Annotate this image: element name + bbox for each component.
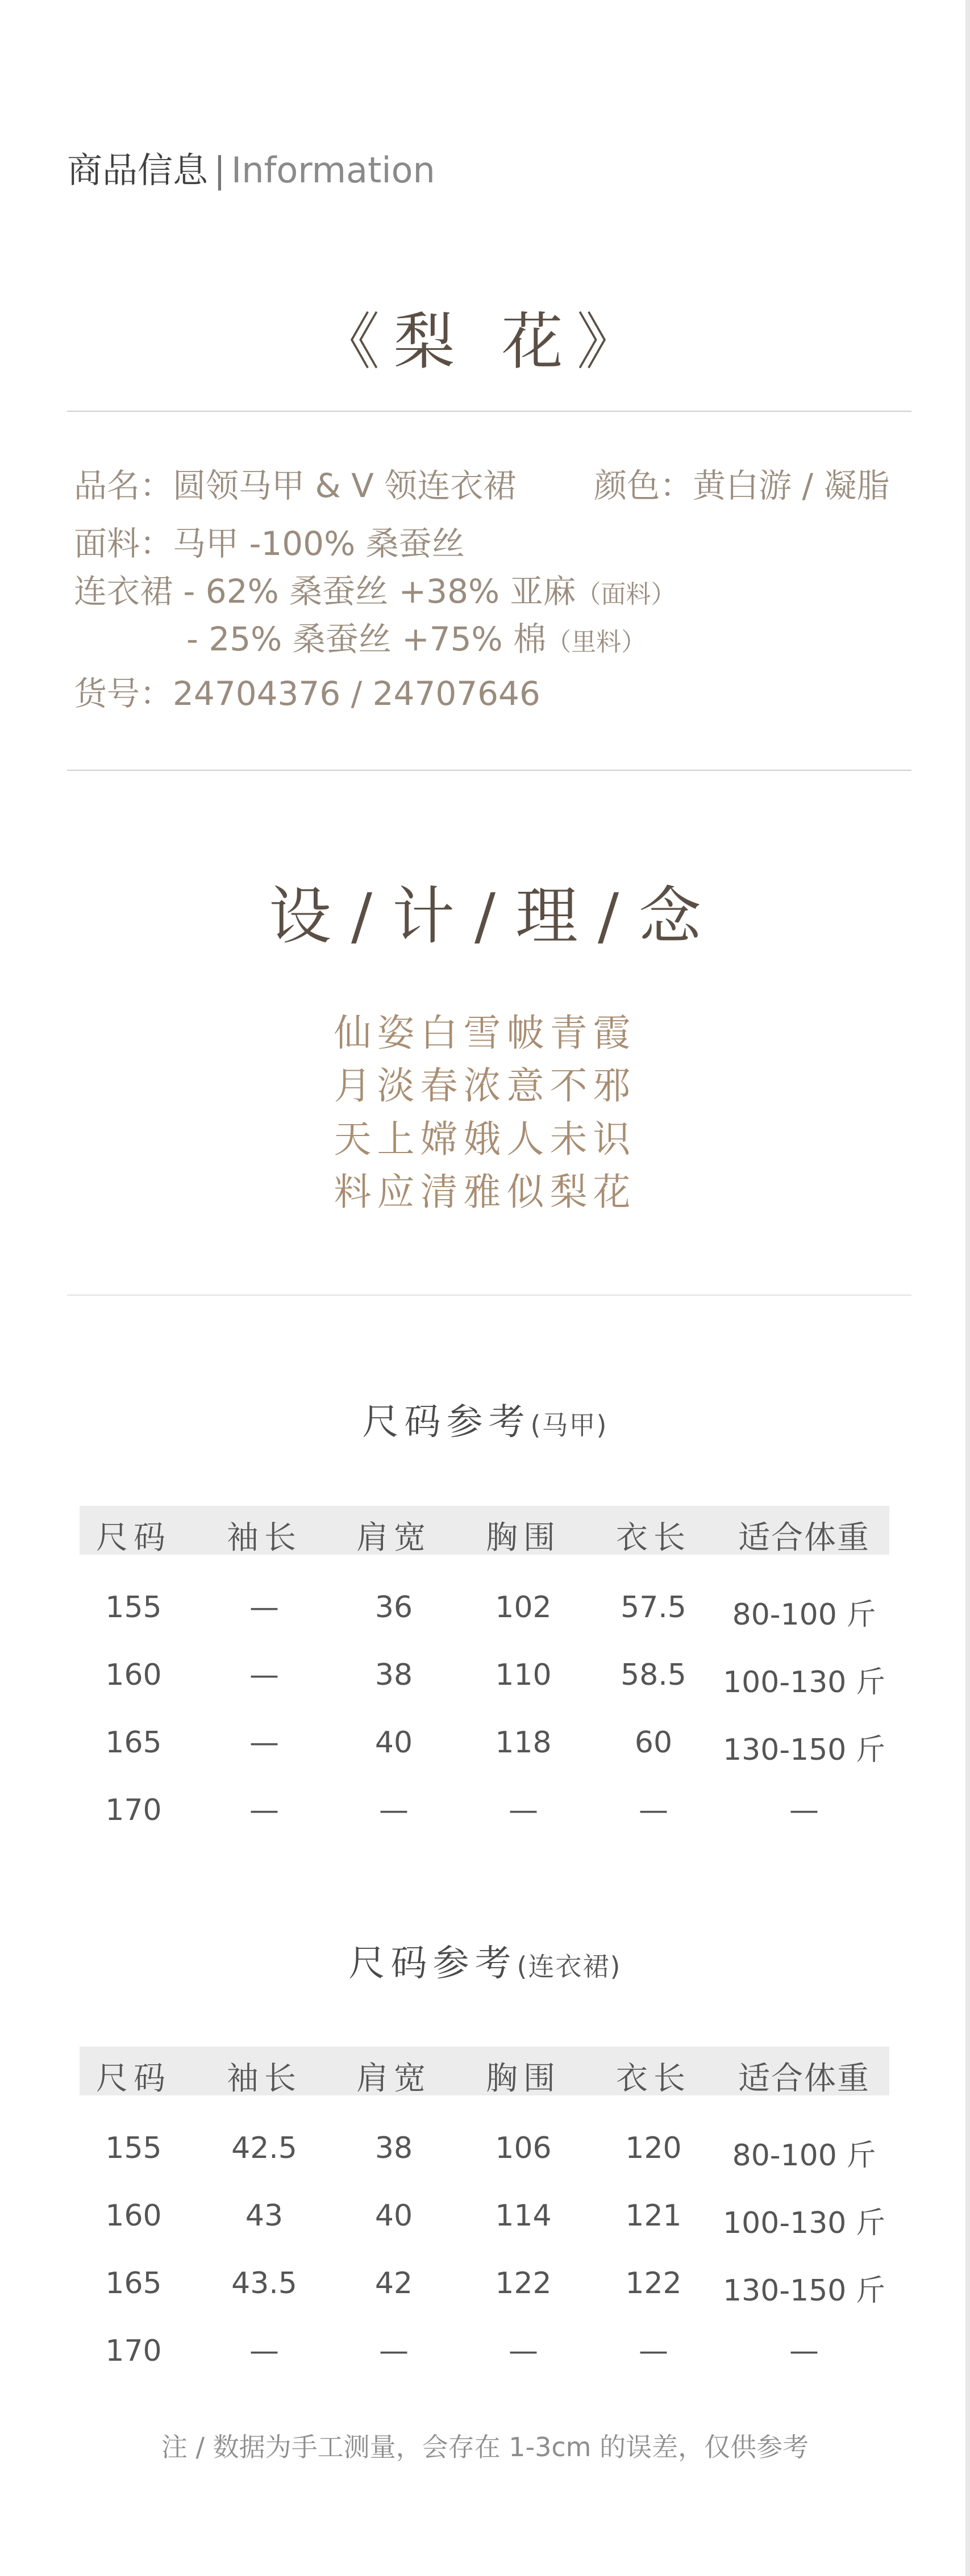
color-value: 黄白游 / 凝脂 [693, 466, 890, 505]
header-cell: 袖长 [227, 2060, 302, 2097]
dress-line1-note: （面料） [576, 580, 676, 609]
table-cell: — [639, 1793, 668, 1827]
table-cell: 40 [374, 1726, 413, 1760]
header-cell: 肩宽 [356, 1519, 431, 1556]
table-cell: 165 [105, 2266, 162, 2301]
info-line-name [74, 466, 890, 505]
table-cell: — [379, 1793, 409, 1827]
header-cell: 适合体重 [738, 1519, 870, 1556]
divider [67, 1295, 911, 1296]
name-label: 品名： [74, 466, 173, 505]
table-cell: 130-150 斤 [723, 2274, 885, 2308]
vest-title-text: 尺码参考 [362, 1401, 531, 1443]
table-cell: 100-130 斤 [723, 2206, 885, 2240]
measurement-note: 注 / 数据为手工测量，会存在 1-3cm 的误差，仅供参考 [161, 2432, 809, 2462]
table-cell: 42.5 [231, 2131, 297, 2165]
table-cell: — [379, 2334, 409, 2368]
product-title: 《梨 花》 [318, 307, 652, 378]
table-cell: 130-150 斤 [723, 1733, 885, 1767]
vest-table-title [0, 1393, 970, 1445]
section-header [67, 142, 435, 193]
vest-title-sub: (马甲) [530, 1410, 608, 1441]
table-cell: — [249, 1726, 279, 1760]
vest-table-header [80, 1506, 889, 1555]
header-title-cn: 商品信息 [67, 149, 209, 191]
header-cell: 衣长 [616, 2060, 691, 2097]
poem-line: 仙姿白雪帔青霞 [334, 1011, 636, 1055]
poem-line: 天上嫦娥人未识 [334, 1117, 636, 1161]
table-cell: 160 [105, 1658, 162, 1692]
table-cell: 110 [495, 1658, 552, 1692]
table-cell: 60 [634, 1726, 673, 1760]
dress-table-header [80, 2047, 889, 2095]
header-cell: 肩宽 [356, 2060, 431, 2097]
table-cell: — [249, 1793, 279, 1827]
header-cell: 尺码 [96, 1519, 171, 1556]
header-title-en: Information [231, 149, 435, 191]
table-cell: — [249, 2334, 279, 2368]
dress-table-body [80, 2131, 889, 2404]
table-cell: — [509, 1793, 538, 1827]
name-value: 圆领马甲 & V 领连衣裙 [173, 466, 517, 505]
dress-line1: 连衣裙 - 62% 桑蚕丝 +38% 亚麻 [74, 572, 576, 611]
table-cell: — [789, 1793, 819, 1827]
sku-value: 24704376 / 24707646 [173, 674, 540, 713]
table-cell: 170 [105, 1793, 162, 1827]
table-cell: — [509, 2334, 538, 2368]
fabric-value: 马甲 -100% 桑蚕丝 [173, 524, 465, 563]
table-cell: 155 [105, 1590, 162, 1625]
info-line-dress1 [74, 572, 676, 611]
info-line-sku [74, 674, 540, 713]
header-cell: 袖长 [227, 1519, 302, 1556]
table-cell: 106 [495, 2131, 552, 2165]
vest-table-body [80, 1590, 889, 1863]
table-cell: 80-100 斤 [732, 2139, 876, 2173]
table-cell: 170 [105, 2334, 162, 2368]
table-cell: 122 [625, 2266, 682, 2301]
dress-title-sub: (连衣裙) [517, 1951, 622, 1982]
header-cell: 衣长 [616, 1519, 691, 1556]
table-cell: 114 [495, 2199, 552, 2233]
table-cell: 57.5 [621, 1590, 686, 1625]
table-cell: 155 [105, 2131, 162, 2165]
table-cell: 43 [245, 2199, 284, 2233]
fabric-label: 面料： [74, 524, 173, 563]
table-cell: 80-100 斤 [732, 1598, 876, 1632]
design-title: 设 / 计 / 理 / 念 [269, 880, 701, 953]
table-cell: 42 [374, 2266, 413, 2301]
header-cell: 适合体重 [738, 2060, 870, 2097]
sku-label: 货号： [74, 674, 173, 713]
dress-title-text: 尺码参考 [348, 1943, 517, 1985]
poem-line: 料应清雅似梨花 [334, 1170, 636, 1214]
table-cell: — [639, 2334, 668, 2368]
info-line-fabric [74, 524, 465, 563]
dress-line2: - 25% 桑蚕丝 +75% 棉 [186, 620, 547, 658]
table-cell: — [249, 1590, 279, 1625]
info-line-dress2 [186, 620, 647, 658]
table-cell: 120 [625, 2131, 682, 2165]
divider [67, 770, 911, 771]
table-cell: 100-130 斤 [723, 1665, 885, 1700]
table-cell: 165 [105, 1726, 162, 1760]
table-cell: 102 [495, 1590, 552, 1625]
table-cell: 43.5 [231, 2266, 297, 2301]
table-cell: 36 [374, 1590, 413, 1625]
table-cell: 160 [105, 2199, 162, 2233]
table-cell: — [789, 2334, 819, 2368]
header-cell: 尺码 [96, 2060, 171, 2097]
poem-line: 月淡春浓意不邪 [334, 1064, 636, 1108]
table-cell: — [249, 1658, 279, 1692]
dress-line2-note: （里料） [546, 628, 647, 657]
table-cell: 121 [625, 2199, 682, 2233]
table-cell: 38 [374, 2131, 413, 2165]
table-cell: 122 [495, 2266, 552, 2301]
dress-table-title [0, 1934, 970, 1986]
table-cell: 118 [495, 1726, 552, 1760]
divider [67, 411, 911, 412]
header-separator: | [214, 149, 226, 191]
header-cell: 胸围 [486, 1519, 561, 1556]
header-cell: 胸围 [486, 2060, 561, 2097]
table-cell: 40 [374, 2199, 413, 2233]
color-label: 颜色： [594, 466, 693, 505]
page-edge [965, 0, 970, 2576]
table-cell: 38 [374, 1658, 413, 1692]
table-cell: 58.5 [621, 1658, 686, 1692]
